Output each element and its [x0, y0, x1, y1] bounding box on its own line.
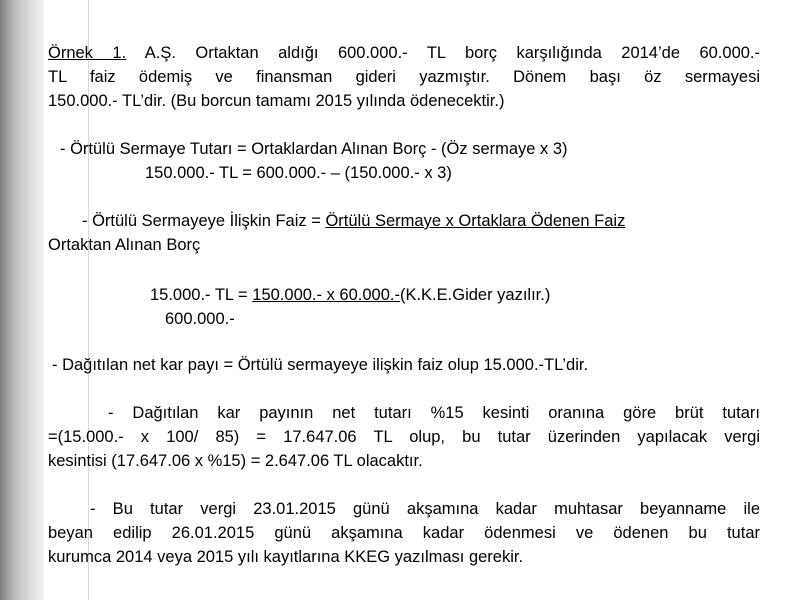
calc-2-prefix: 15.000.- TL =	[150, 286, 253, 304]
formula-2-line	[82, 210, 625, 232]
formula-2-denominator: Ortaktan Alınan Borç	[48, 236, 201, 254]
calc-2-numerator: 150.000.- x 60.000.-	[252, 286, 400, 304]
example-line-1	[48, 42, 760, 64]
gross-line-1: - Dağıtılan kar payının net tutarı %15 kesinti oranına göre brüt tutarı	[108, 404, 760, 422]
tax-line-2: beyan edilip 26.01.2015 günü akşamına kadar ödenmesi ve ödenen bu tutar	[48, 524, 760, 542]
formula-1-calc: 150.000.- TL = 600.000.- – (150.000.- x 3)	[145, 164, 452, 182]
example-line-3: 150.000.- TL’dir. (Bu borcun tamamı 2015 yılında ödenecektir.)	[48, 92, 505, 110]
calc-2-line	[150, 284, 550, 306]
calc-2-denominator: 600.000.-	[165, 310, 235, 328]
gross-line-2: =(15.000.- x 100/ 85) = 17.647.06 TL olup, bu tutar üzerinden yapılacak vergi	[48, 428, 760, 446]
gross-line-3: kesintisi (17.647.06 x %15) = 2.647.06 TL olacaktır.	[48, 452, 423, 470]
dividend-line: - Dağıtılan net kar payı = Örtülü sermayeye ilişkin faiz olup 15.000.-TL’dir.	[52, 356, 589, 374]
tax-line-3: kurumca 2014 veya 2015 yılı kayıtlarına KKEG yazılması gerekir.	[48, 548, 524, 566]
formula-1-line: - Örtülü Sermaye Tutarı = Ortaklardan Alınan Borç - (Öz sermaye x 3)	[60, 140, 568, 158]
example-label: Örnek 1.	[48, 44, 127, 62]
example-line-2: TL faiz ödemiş ve finansman gideri yazmıştır. Dönem başı öz sermayesi	[48, 68, 760, 86]
calc-2-suffix: (K.K.E.Gider yazılır.)	[399, 286, 551, 304]
example-line-1-text: A.Ş. Ortaktan aldığı 600.000.- TL borç karşılığında 2014’de 60.000.-	[126, 44, 761, 62]
tax-line-1: - Bu tutar vergi 23.01.2015 günü akşamına kadar muhtasar beyanname ile	[90, 500, 760, 518]
formula-2-numerator: Örtülü Sermaye x Ortaklara Ödenen Faiz	[325, 212, 626, 230]
formula-2-prefix: - Örtülü Sermayeye İlişkin Faiz =	[82, 212, 326, 230]
